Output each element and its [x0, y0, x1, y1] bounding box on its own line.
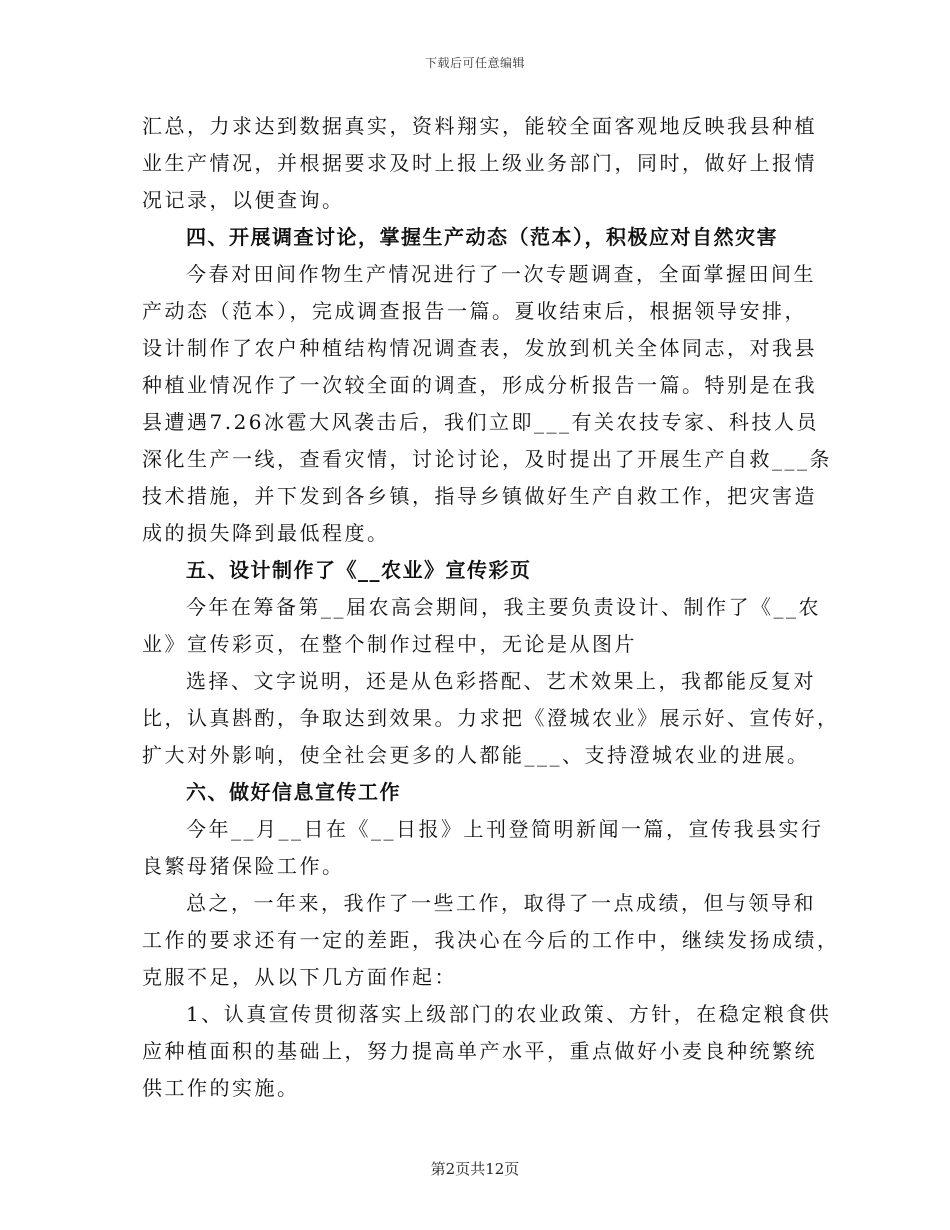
- text-line: 今年在筹备第__届农高会期间，我主要负责设计、制作了《__农: [186, 595, 821, 619]
- document-body: [142, 108, 840, 1107]
- text-line: 产动态（范本），完成调查报告一篇。夏收结束后，根据领导安排，: [142, 299, 807, 323]
- paragraph-brochure: [142, 589, 821, 663]
- text-line: 汇总，力求达到数据真实，资料翔实，能较全面客观地反映我县种植: [142, 114, 817, 138]
- text-line: 况记录，以便查询。: [142, 188, 345, 212]
- section-heading-4: 四、开展调查讨论，掌握生产动态（范本），积极应对自然灾害: [186, 225, 778, 249]
- text-line: 种植业情况作了一次较全面的调查，形成分析报告一篇。特别是在我: [142, 373, 817, 397]
- text-line: 良繁母猪保险工作。: [142, 854, 345, 878]
- text-line: 供工作的实施。: [142, 1076, 300, 1100]
- text-line: 工作的要求还有一定的差距，我决心在今后的工作中，继续发扬成绩，: [142, 928, 840, 952]
- section-heading-5: 五、设计制作了《__农业》宣传彩页: [186, 558, 532, 582]
- text-line: 1、认真宣传贯彻落实上级部门的农业政策、方针，在稳定粮食供: [186, 1002, 832, 1026]
- text-line: 深化生产一线，查看灾情，讨论讨论，及时提出了开展生产自救___条: [142, 447, 832, 471]
- text-line: 技术措施，并下发到各乡镇，指导乡镇做好生产自救工作，把灾害造: [142, 484, 817, 508]
- text-line: 设计制作了农户种植结构情况调查表，发放到机关全体同志，对我县: [142, 336, 817, 360]
- page-header: 下载后可任意编辑: [424, 56, 525, 70]
- paragraph-summary: [142, 108, 817, 219]
- text-line: 扩大对外影响，使全社会更多的人都能___、支持澄城农业的进展。: [142, 743, 810, 767]
- paragraph-survey: [142, 256, 832, 552]
- paragraph-conclusion: [142, 885, 840, 996]
- text-line: 业》宣传彩页，在整个制作过程中，无论是从图片: [142, 632, 637, 656]
- text-line: 成的损失降到最低程度。: [142, 521, 390, 545]
- text-line: 县遭遇7.26冰雹大风袭击后，我们立即___有关农技专家、科技人员: [142, 410, 820, 434]
- section-heading-6: 六、做好信息宣传工作: [186, 780, 401, 804]
- text-line: 总之，一年来，我作了一些工作，取得了一点成绩，但与领导和: [186, 891, 816, 915]
- text-line: 选择、文字说明，还是从色彩搭配、艺术效果上，我都能反复对: [186, 669, 816, 693]
- text-line: 今春对田间作物生产情况进行了一次专题调查，全面掌握田间生: [186, 262, 816, 286]
- paragraph-plan-item-1: [142, 996, 832, 1107]
- text-line: 业生产情况，并根据要求及时上报上级业务部门，同时，做好上报情: [142, 151, 817, 175]
- text-line: 今年__月__日在《__日报》上刊登简明新闻一篇，宣传我县实行: [186, 817, 824, 841]
- page-number-footer: 第2页共12页: [430, 1160, 520, 1178]
- text-line: 应种植面积的基础上，努力提高单产水平，重点做好小麦良种统繁统: [142, 1039, 817, 1063]
- text-line: 克服不足，从以下几方面作起：: [142, 965, 457, 989]
- text-line: 比，认真斟酌，争取达到效果。力求把《澄城农业》展示好、宣传好，: [142, 706, 840, 730]
- paragraph-news: [142, 811, 824, 885]
- paragraph-brochure-cont: [142, 663, 840, 774]
